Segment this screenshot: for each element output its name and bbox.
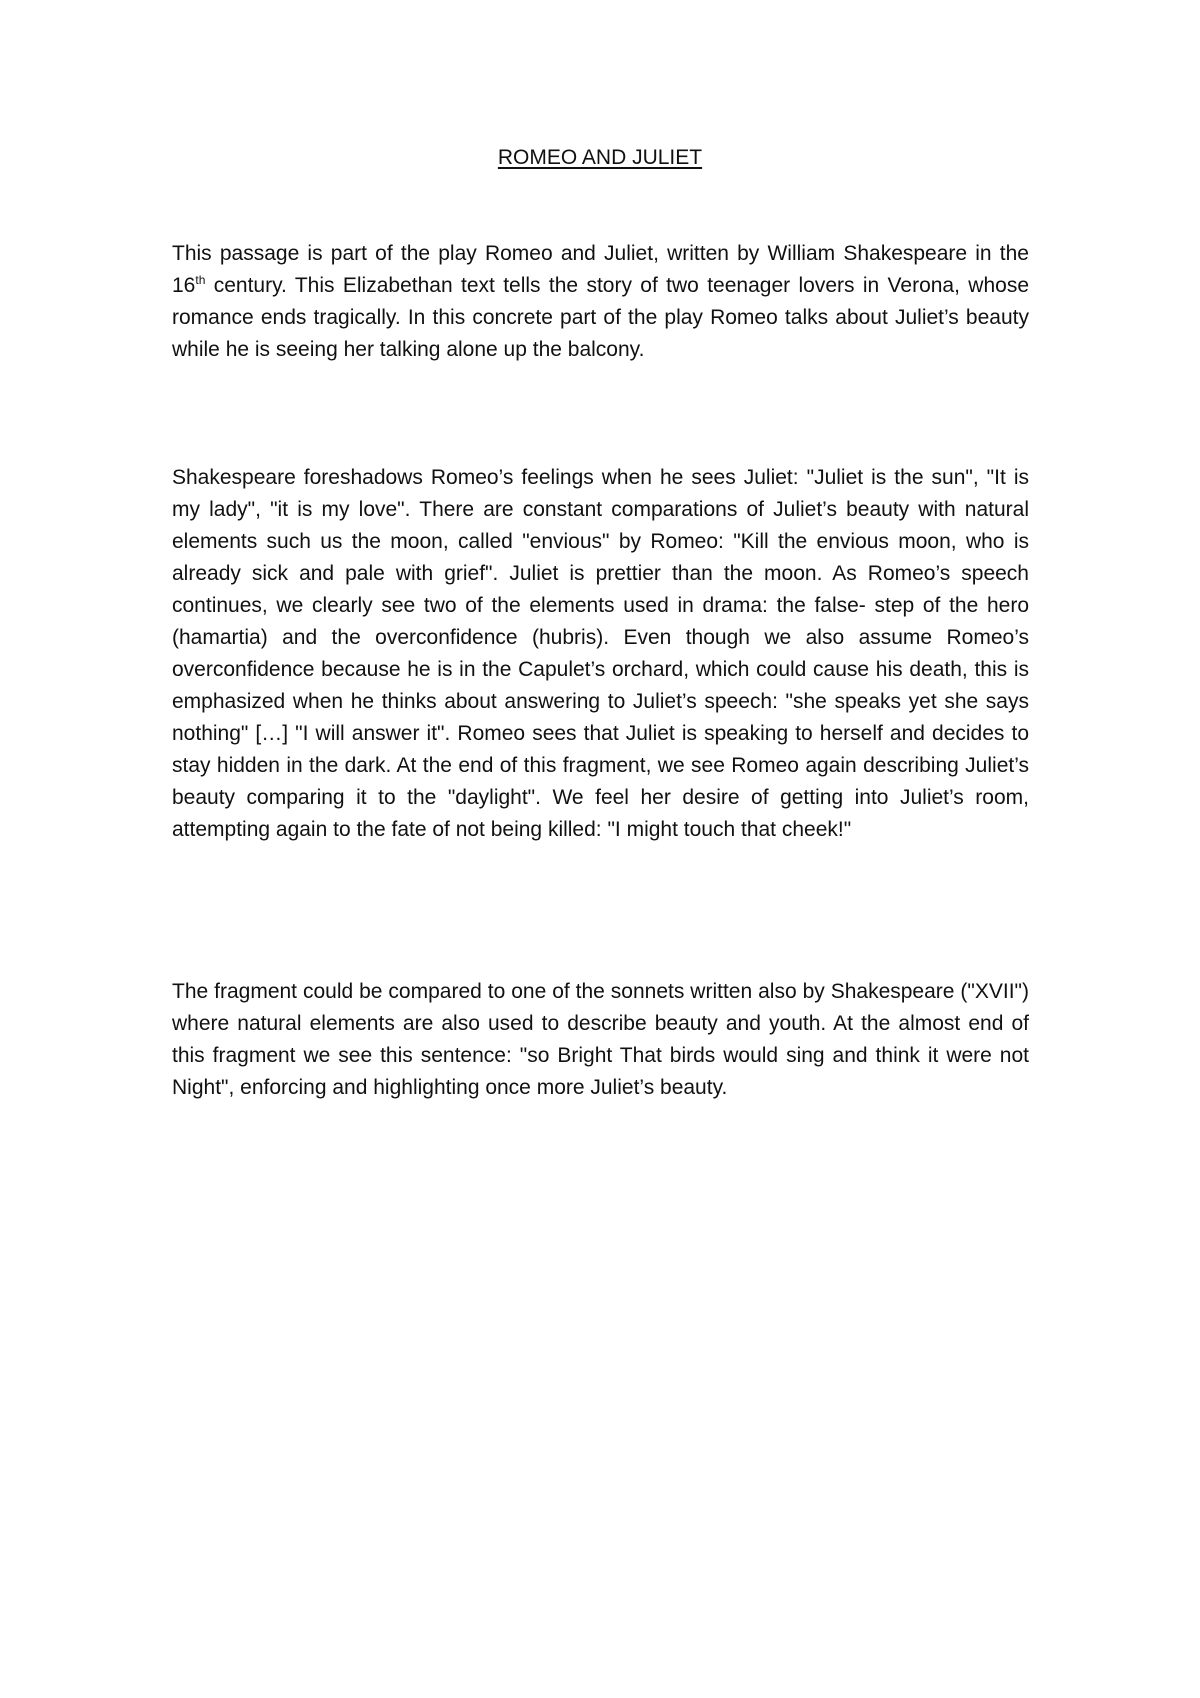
paragraph-comparison: The fragment could be compared to one of the sonnets written also by Shakespeare ("XVII") where natural elements are also used to describe beauty and youth. At the almost end of this fragment we see this sentence: "so Bright That birds would sing and think it were not Night", enforcing and highlighting once more Juliet’s beauty. <box>172 980 1029 1099</box>
paragraph-introduction-text-start: This passage is part of the play Romeo and Juliet, written by William Shakespeare in the 16 <box>172 242 1029 297</box>
ordinal-superscript: th <box>195 273 206 287</box>
paragraph-introduction-text-end: century. This Elizabethan text tells the story of two teenager lovers in Verona, whose romance ends tragically. In this concrete part of the play Romeo talks about Juliet’s beauty while he is seeing her talking alone up the balcony. <box>172 274 1029 361</box>
paragraph-introduction <box>172 238 1029 366</box>
document-title: ROMEO AND JULIET <box>497 146 703 169</box>
paragraph-analysis: Shakespeare foreshadows Romeo’s feelings when he sees Juliet: "Juliet is the sun", "It is my lady", "it is my love". There are constant comparations of Juliet’s beauty with natural elements such us the moon, called "envious" by Romeo: "Kill the envious moon, who is already sick and pale with grief". Juliet is prettier than the moon. As Romeo’s speech continues, we clearly see two of the elements used in drama: the false- step of the hero (hamartia) and the overconfidence (hubris). Even though we also assume Romeo’s overconfidence because he is in the Capulet’s orchard, which could cause his death, this is emphasized when he thinks about answering to Juliet’s speech: "she speaks yet she says nothing" […] "I will answer it". Romeo sees that Juliet is speaking to herself and decides to stay hidden in the dark. At the end of this fragment, we see Romeo again describing Juliet’s beauty comparing it to the "daylight". We feel her desire of getting into Juliet’s room, attempting again to the fate of not being killed: "I might touch that cheek!" <box>172 466 1029 841</box>
